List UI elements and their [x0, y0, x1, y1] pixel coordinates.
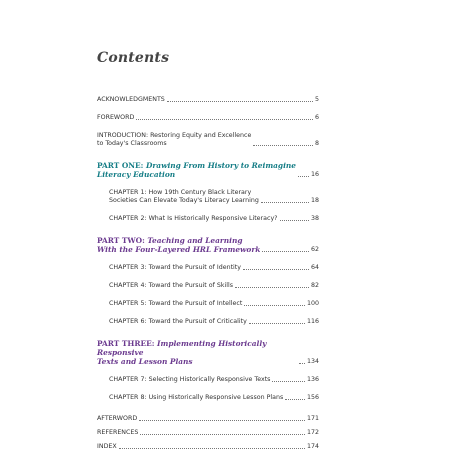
- toc-label: AFTERWORD: [97, 415, 138, 422]
- toc-page-number: 62: [310, 246, 319, 253]
- toc-label: CHAPTER 2: What Is Historically Responsive Literacy?: [109, 215, 278, 222]
- toc-label: CHAPTER 5: Toward the Pursuit of Intellect: [109, 300, 243, 307]
- toc-page-number: 8: [314, 140, 319, 147]
- toc-part-label: [97, 236, 260, 254]
- part-title-line1: Drawing From History to Reimagine: [145, 161, 296, 170]
- part-title-line2: Literacy Education: [97, 170, 176, 179]
- dot-leader: [167, 101, 313, 102]
- toc-entry-part-two[interactable]: [97, 236, 319, 254]
- toc-part-label: [97, 161, 296, 179]
- toc-page-number: 5: [314, 96, 319, 103]
- toc-label: CHAPTER 8: Using Historically Responsive Lesson Plans: [109, 394, 284, 401]
- toc-page-number: 156: [306, 394, 319, 401]
- toc-label: CHAPTER 3: Toward the Pursuit of Identity: [109, 264, 241, 271]
- toc-entry-chapter-6[interactable]: [97, 318, 319, 326]
- toc-page-number: 82: [310, 282, 319, 289]
- toc-page-number: 100: [306, 300, 319, 307]
- toc-entry-chapter-7[interactable]: [97, 376, 319, 384]
- toc-label-line2: to Today's Classrooms: [97, 140, 167, 147]
- toc-entry-foreword[interactable]: [97, 114, 319, 122]
- dot-leader: [272, 381, 305, 382]
- toc-entry-references[interactable]: [97, 429, 319, 437]
- toc-entry-chapter-1[interactable]: [97, 189, 319, 205]
- toc-entry-chapter-3[interactable]: [97, 264, 319, 272]
- toc-part-label: [97, 339, 297, 366]
- dot-leader: [299, 363, 305, 364]
- toc-entry-part-three[interactable]: [97, 339, 319, 366]
- toc-page-number: 6: [314, 114, 319, 121]
- toc-page-number: 116: [306, 318, 319, 325]
- toc-label: FOREWORD: [97, 114, 135, 121]
- dot-leader: [140, 434, 305, 435]
- toc-entry-chapter-5[interactable]: [97, 300, 319, 308]
- dot-leader: [253, 145, 313, 146]
- toc-entry-acknowledgments[interactable]: [97, 96, 319, 104]
- toc-label: CHAPTER 4: Toward the Pursuit of Skills: [109, 282, 234, 289]
- toc-entry-introduction[interactable]: [97, 132, 319, 148]
- dot-leader: [136, 119, 313, 120]
- toc-page-number: 136: [306, 376, 319, 383]
- toc-page-number: 134: [306, 358, 319, 365]
- dot-leader: [262, 251, 309, 252]
- dot-leader: [243, 269, 309, 270]
- toc-page-number: 64: [310, 264, 319, 271]
- toc-page-number: 18: [310, 197, 319, 204]
- toc-entry-chapter-2[interactable]: [97, 215, 319, 223]
- toc-page-number: 174: [306, 443, 319, 450]
- toc-page-number: 172: [306, 429, 319, 436]
- toc-entry-afterword[interactable]: [97, 415, 319, 423]
- page-title: Contents: [97, 50, 170, 66]
- toc-label-line1: INTRODUCTION: Restoring Equity and Excellence: [97, 132, 252, 139]
- part-number: PART ONE:: [97, 161, 144, 170]
- toc-entry-chapter-8[interactable]: [97, 394, 319, 402]
- dot-leader: [235, 287, 309, 288]
- toc-label-line2: Societies Can Elevate Today's Literacy Learning: [109, 197, 259, 204]
- part-title-line1: Implementing Historically Responsive: [97, 339, 267, 357]
- toc-entry-index[interactable]: [97, 443, 319, 451]
- dot-leader: [244, 305, 305, 306]
- toc-label: CHAPTER 6: Toward the Pursuit of Criticality: [109, 318, 247, 325]
- toc-label: [109, 189, 259, 205]
- toc-page-number: 171: [306, 415, 319, 422]
- toc-entry-part-one[interactable]: [97, 161, 319, 179]
- part-title-line2: With the Four-Layered HRL Framework: [97, 245, 261, 254]
- part-number: PART TWO:: [97, 236, 145, 245]
- toc-label: CHAPTER 7: Selecting Historically Responsive Texts: [109, 376, 271, 383]
- toc-label: [97, 132, 251, 148]
- toc-page-number: 16: [310, 171, 319, 178]
- dot-leader: [139, 420, 305, 421]
- toc-page-number: 38: [310, 215, 319, 222]
- part-title-line1: Teaching and Learning: [147, 236, 243, 245]
- toc-label: INDEX: [97, 443, 117, 450]
- part-title-line2: Texts and Lesson Plans: [97, 357, 193, 366]
- toc-label-line1: CHAPTER 1: How 19th Century Black Literary: [109, 189, 252, 196]
- dot-leader: [280, 220, 309, 221]
- toc-label: ACKNOWLEDGMENTS: [97, 96, 165, 103]
- dot-leader: [119, 448, 305, 449]
- toc-entry-chapter-4[interactable]: [97, 282, 319, 290]
- dot-leader: [261, 202, 309, 203]
- dot-leader: [249, 323, 305, 324]
- table-of-contents: [97, 96, 319, 451]
- dot-leader: [298, 176, 309, 177]
- dot-leader: [285, 399, 305, 400]
- part-number: PART THREE:: [97, 339, 155, 348]
- toc-label: REFERENCES: [97, 429, 139, 436]
